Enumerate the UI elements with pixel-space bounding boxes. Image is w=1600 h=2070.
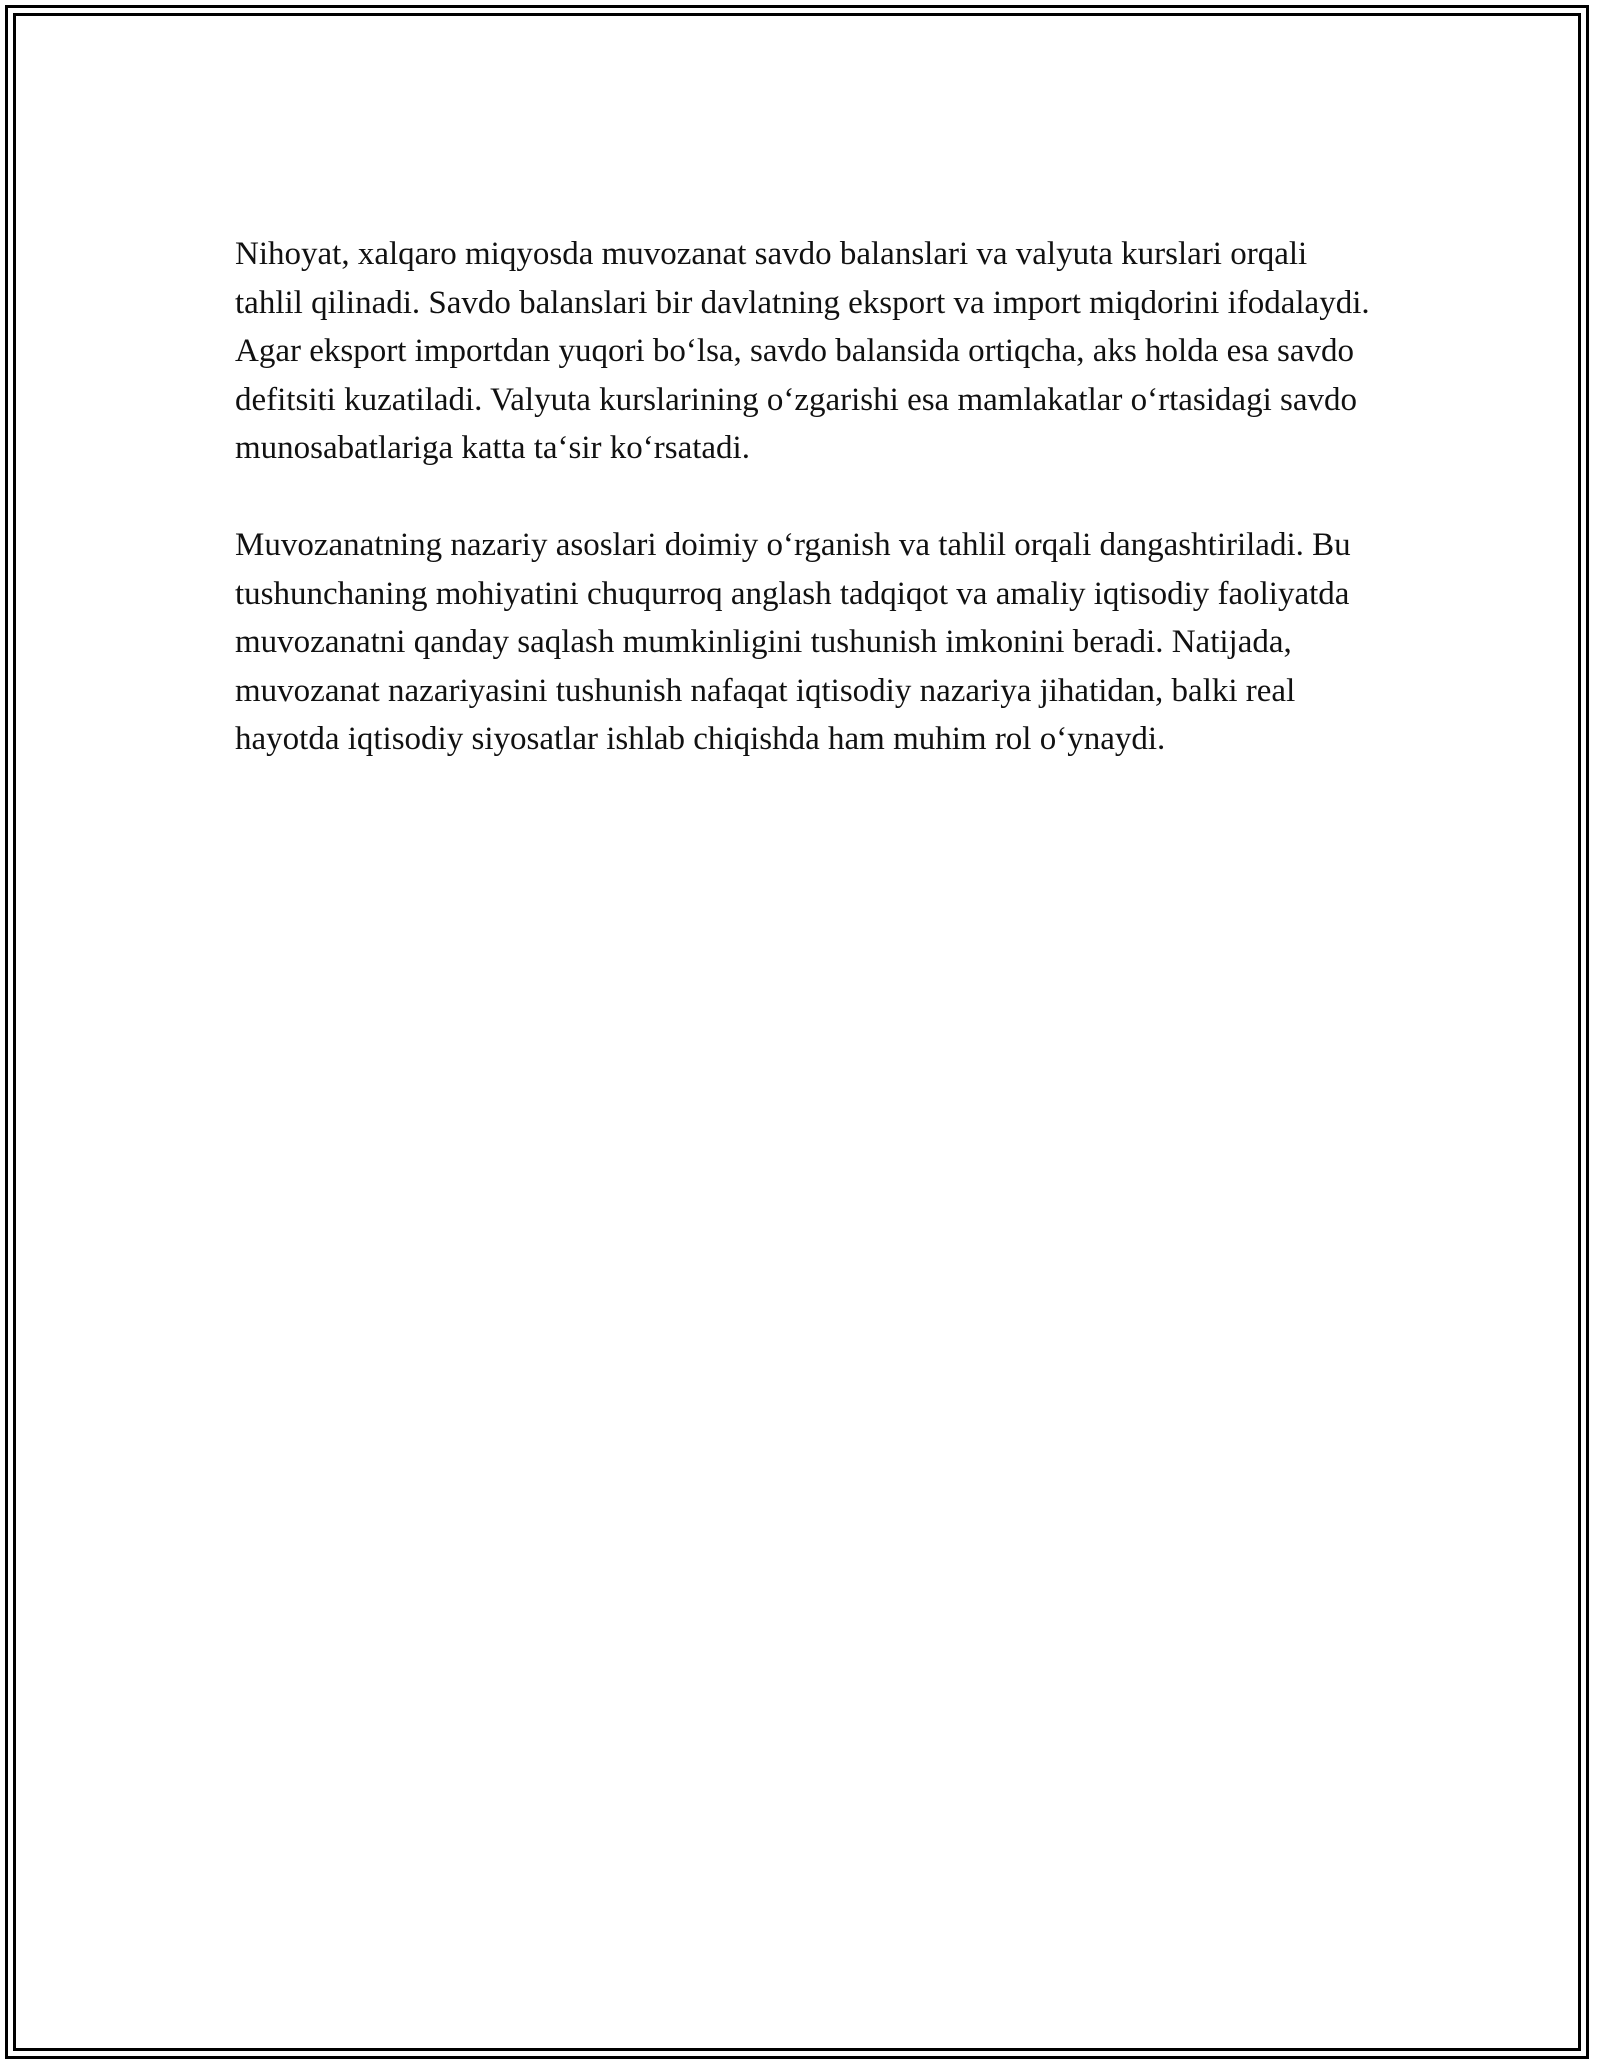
paragraph-1: Nihoyat, xalqaro miqyosda muvozanat savdo balanslari va valyuta kurslari orqali tahlil qilinadi. Savdo balanslari bir davlatning eksport va import miqdorini ifodalaydi. Agar eksport importdan yuqori boʻlsa, savdo balansida ortiqcha, aks holda esa savdo defitsiti kuzatiladi. Valyuta kurslarining oʻzgarishi esa mamlakatlar oʻrtasidagi savdo munosabatlariga katta taʻsir koʻrsatadi. xyxy=(235,236,1370,466)
paragraph-2: Muvozanatning nazariy asoslari doimiy oʻrganish va tahlil orqali dangashtiriladi. Bu tushunchaning mohiyatini chuqurroq anglash tadqiqot va amaliy iqtisodiy faoliyatda muvozanatni qanday saqlash mumkinligini tushunish imkonini beradi. Natijada, muvozanat nazariyasini tushunish nafaqat iqtisodiy nazariya jihatidan, balki real hayotda iqtisodiy siyosatlar ishlab chiqishda ham muhim rol oʻynaydi. xyxy=(235,527,1351,757)
document-body xyxy=(235,230,1375,812)
